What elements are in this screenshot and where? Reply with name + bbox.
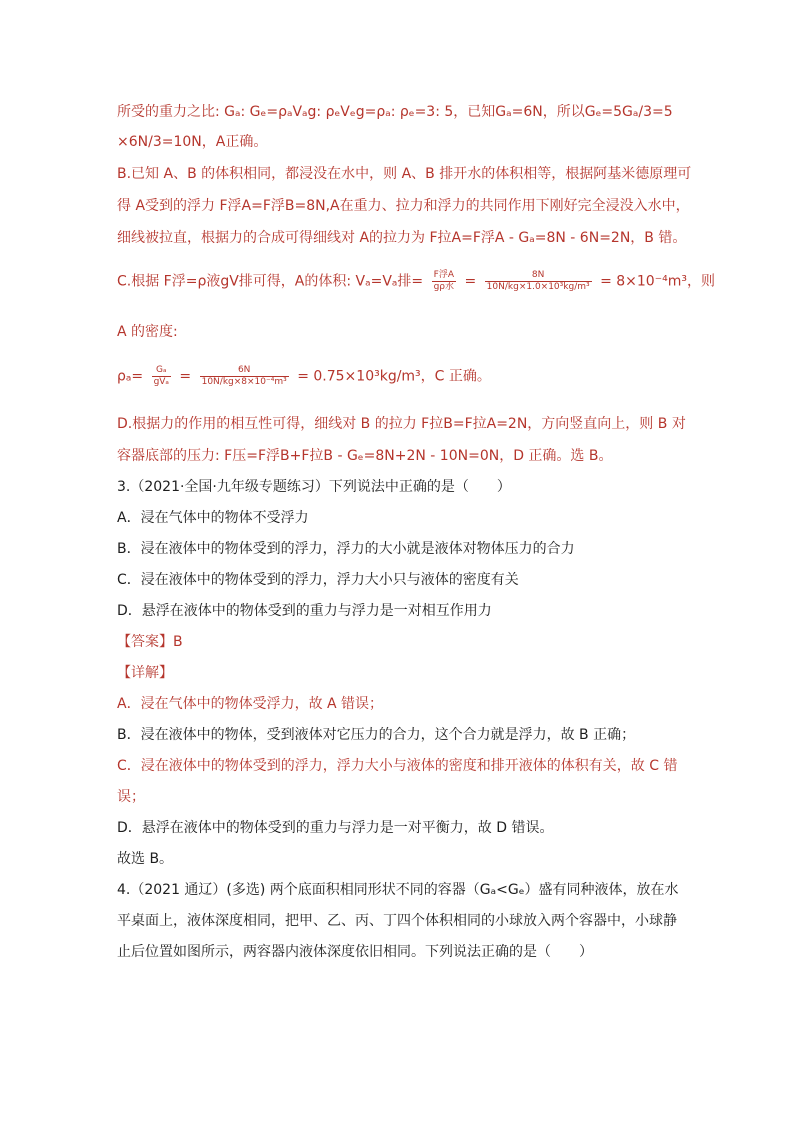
fraction-numerator: F浮A <box>432 270 456 282</box>
text-segment: = <box>464 273 477 290</box>
fraction <box>432 270 456 293</box>
fraction-denominator: 10N/kg×8×10⁻⁴m³ <box>201 377 287 387</box>
question-stem: 3.（2021·全国·九年级专题练习）下列说法中正确的是（ ） <box>117 479 511 495</box>
question-stem: 4.（2021 通辽）(多选) 两个底面积相同形状不同的容器（Gₐ<Gₑ）盛有同种液体，放在水 <box>117 882 679 898</box>
detail-heading: 【详解】 <box>117 665 173 681</box>
fraction-denominator: gρ水 <box>433 282 455 292</box>
fraction <box>485 270 592 293</box>
text-segment: ρₐ= <box>117 368 144 385</box>
fraction-denominator: gVₐ <box>153 377 169 387</box>
fraction-numerator: 8N <box>485 270 592 282</box>
text-segment: = <box>179 368 192 385</box>
text-segment: = 8×10⁻⁴m³，则 <box>600 273 715 290</box>
solution-a: A．浸在气体中的物体受浮力，故 A 错误； <box>117 696 384 712</box>
text-line: ×6N/3=10N，A正确。 <box>117 134 268 150</box>
text-segment: = 0.75×10³kg/m³，C 正确。 <box>297 368 491 385</box>
formula-line <box>117 365 491 388</box>
option-a: A．浸在气体中的物体不受浮力 <box>117 510 309 526</box>
text-line: 所受的重力之比: Gₐ: Gₑ=ρₐVₐg: ρₑVₑg=ρₐ: ρₑ=3: 5，已知Gₐ=6N，所以Gₑ=5Gₐ/3=5 <box>117 104 673 120</box>
fraction-numerator: Gₐ <box>152 365 171 377</box>
text-line: D.根据力的作用的相互性可得，细线对 B 的拉力 F拉B=F拉A=2N，方向竖直向上，则 B 对 <box>117 416 686 432</box>
question-stem-cont: 止后位置如图所示，两容器内液体深度依旧相同。下列说法正确的是（ ） <box>117 944 593 960</box>
answer-label: 【答案】B <box>117 634 183 650</box>
text-line: 容器底部的压力: F压=F浮B+F拉B - Gₑ=8N+2N - 10N=0N，D 正确。选 B。 <box>117 448 613 464</box>
question-stem-cont: 平桌面上，液体深度相同，把甲、乙、丙、丁四个体积相同的小球放入两个容器中，小球静 <box>117 913 677 929</box>
text-line: 得 A受到的浮力 F浮A=F浮B=8N,A在重力、拉力和浮力的共同作用下刚好完全浸没入水中， <box>117 198 690 214</box>
text-segment: C.根据 F浮=ρ液gV排可得，A的体积: Vₐ=Vₐ排= <box>117 273 424 290</box>
fraction <box>152 365 171 388</box>
option-b: B．浸在液体中的物体受到的浮力，浮力的大小就是液体对物体压力的合力 <box>117 541 575 557</box>
fraction-numerator: 6N <box>200 365 289 377</box>
fraction-denominator: 10N/kg×1.0×10³kg/m³ <box>486 282 590 292</box>
text-line: B.已知 A、B 的体积相同，都浸没在水中，则 A、B 排开水的体积相等，根据阿基米德原理可 <box>117 166 692 182</box>
solution-c: C．浸在液体中的物体受到的浮力，浮力大小与液体的密度和排开液体的体积有关，故 C 错 <box>117 758 678 774</box>
solution-c-cont: 误； <box>117 789 145 805</box>
option-d: D．悬浮在液体中的物体受到的重力与浮力是一对相互作用力 <box>117 603 492 619</box>
formula-line <box>117 270 715 293</box>
fraction <box>200 365 289 388</box>
option-c: C．浸在液体中的物体受到的浮力，浮力大小只与液体的密度有关 <box>117 572 519 588</box>
text-line: 细线被拉直，根据力的合成可得细线对 A的拉力为 F拉A=F浮A - Gₐ=8N - 6N=2N，B 错。 <box>117 230 687 246</box>
conclusion: 故选 B。 <box>117 851 174 867</box>
solution-d: D．悬浮在液体中的物体受到的重力与浮力是一对平衡力，故 D 错误。 <box>117 820 554 836</box>
text-line: A 的密度: <box>117 324 178 340</box>
solution-b: B．浸在液体中的物体，受到液体对它压力的合力，这个合力就是浮力，故 B 正确； <box>117 727 636 743</box>
